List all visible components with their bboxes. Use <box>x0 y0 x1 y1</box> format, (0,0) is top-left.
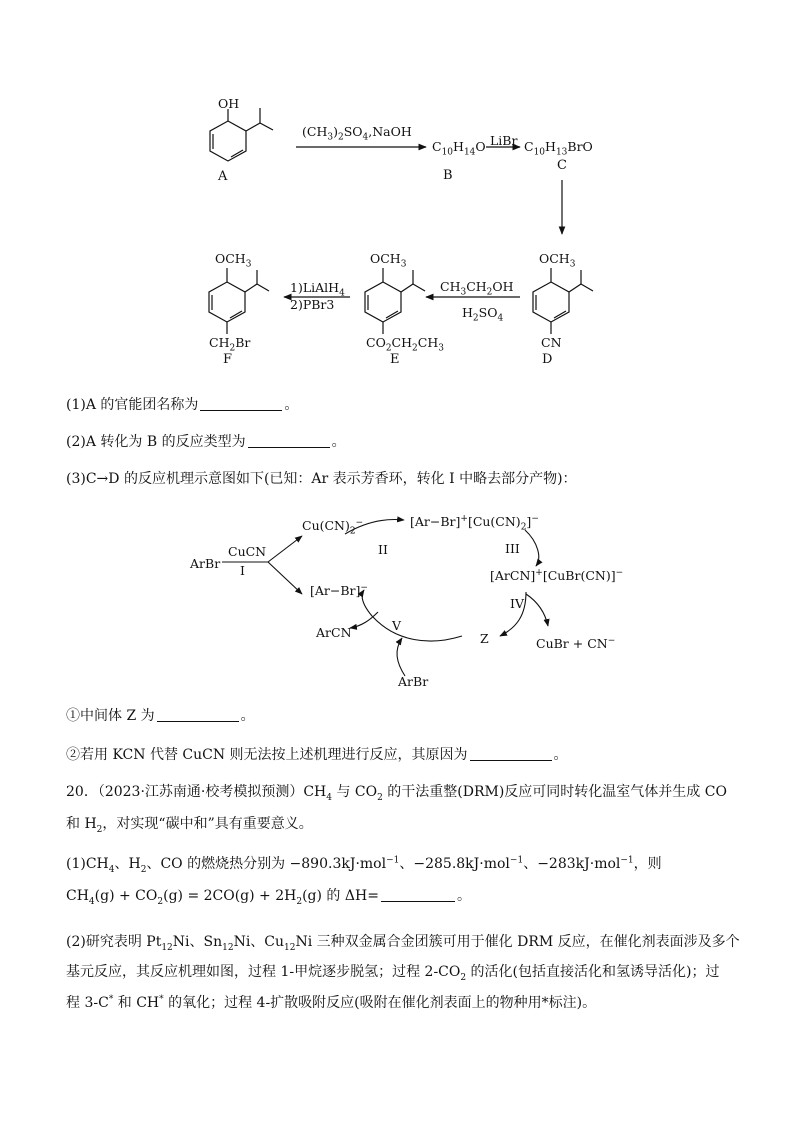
molecule-f-och3: $OCH_3$ <box>215 251 252 270</box>
mech-arcn-complex: [ArCN]+[CuBr(CN)]− <box>490 567 624 583</box>
question-3: (3)C→D 的反应机理示意图如下(已知：Ar 表示芳香环，转化 I 中略去部分产物)： <box>66 471 577 487</box>
question-2: (2)A 转化为 B 的反应类型为 。 <box>66 434 346 450</box>
molecule-b-formula: $C_{10}H_{14}O$ <box>432 139 486 158</box>
molecule-e-structure <box>365 268 425 334</box>
molecule-d-label: D <box>542 352 553 367</box>
mech-arbr-start: ArBr <box>190 556 221 571</box>
arc-step-iii <box>525 530 539 566</box>
problem-20-line-2: 和 $H_2$，对实现“碳中和”具有重要意义。 <box>66 816 313 835</box>
molecule-d-och3: $OCH_3$ <box>539 251 576 270</box>
arc-branch-arcn <box>350 612 378 628</box>
problem-20-part-2-line-2: 基元反应，其反应机理如图，过程 1-甲烷逐步脱氢；过程 $2-CO_2$ 的活化(包括直接活化和氢诱导活化)；过 <box>66 964 720 983</box>
question-3a: ①中间体 Z 为 。 <box>66 708 255 724</box>
mech-step-1: I <box>240 563 245 578</box>
mechanism-diagram <box>0 490 800 690</box>
reagent-d-to-e-top: $CH_3CH_2OH$ <box>440 279 514 298</box>
mech-ar-br-complex: $[Ar-Br]^+[Cu(CN)_2]^-$ <box>410 513 539 533</box>
molecule-e-label: E <box>390 352 400 367</box>
mech-arcn: ArCN <box>316 625 352 640</box>
molecule-c-formula: $C_{10}H_{13}BrO$ <box>524 139 593 158</box>
question-3b: ②若用 KCN 代替 CuCN 则无法按上述机理进行反应，其原因为 。 <box>66 747 568 763</box>
mech-ar-br-radical: [Ar−Br]− <box>310 582 368 598</box>
reagent-e-to-f-top: 1)LiAlH$_4$ <box>290 280 345 299</box>
molecule-a-label: A <box>218 169 228 184</box>
arc-branch-arbr <box>397 638 405 676</box>
molecule-b-label: B <box>443 168 453 183</box>
reagent-d-to-e-bottom: $H_2SO_4$ <box>462 305 504 324</box>
molecule-a-structure <box>210 108 273 161</box>
molecule-d-structure <box>533 268 593 334</box>
problem-20-part-2-line-3: 程 3-C* 和 CH* 的氧化；过程 4-扩散吸附反应(吸附在催化剂表面上的物种用*标注)。 <box>66 994 597 1011</box>
mech-cu-cn2: $Cu(CN)_2^-$ <box>302 517 364 537</box>
molecule-f-structure <box>209 268 269 334</box>
mech-cucn: CuCN <box>228 544 267 559</box>
answer-blank-3a[interactable] <box>157 707 239 722</box>
problem-20-line-1: 20．（2023·江苏南通·校考模拟预测）$CH_4$ 与 $CO_2$ 的干法重整(DRM)反应可同时转化温室气体并生成 CO <box>66 784 727 803</box>
answer-blank-dh[interactable] <box>381 887 455 902</box>
molecule-e-och3: $OCH_3$ <box>370 251 407 270</box>
problem-20-part-1-equation: $CH_4(g) + CO_2(g) = 2CO(g) + 2H_2(g)$ 的 ΔH= 。 <box>66 888 471 907</box>
mech-step-5: V <box>392 618 402 633</box>
molecule-f-label: F <box>223 352 233 367</box>
answer-blank-3b[interactable] <box>470 746 552 761</box>
arc-branch-cubr <box>526 594 548 626</box>
molecule-f-ch2br: $CH_2Br$ <box>209 335 251 354</box>
question-1: (1)A 的官能团名称为 。 <box>66 397 299 413</box>
synthesis-scheme <box>0 0 800 380</box>
molecule-c-label: C <box>557 158 567 173</box>
molecule-d-cn: CN <box>541 335 562 350</box>
reagent-a-to-b: $(CH_3)_2SO_4,NaOH$ <box>302 124 412 143</box>
mech-step-2: II <box>378 542 388 557</box>
mech-arbr-bottom: ArBr <box>398 674 429 689</box>
mech-z: Z <box>480 631 489 646</box>
molecule-a-oh: OH <box>218 96 240 111</box>
answer-blank-2[interactable] <box>248 433 330 448</box>
answer-blank-1[interactable] <box>200 396 282 411</box>
mech-step-4: IV <box>510 596 524 611</box>
arc-step-v <box>362 590 462 641</box>
reagent-e-to-f-bottom: 2)PBr3 <box>290 297 335 312</box>
reagent-b-to-c: LiBr <box>490 133 518 148</box>
molecule-e-ester: $CO_2CH_2CH_3$ <box>366 335 444 354</box>
problem-20-part-2-line-1: (2)研究表明 $Pt_{12}Ni$、$Sn_{12}Ni$、$Cu_{12}Ni$ 三种双金属合金团簇可用于催化 DRM 反应，在催化剂表面涉及多个 <box>66 934 740 953</box>
mech-step-3: III <box>505 541 520 556</box>
problem-20-part-1: $(1)CH_4$、$H_2$、CO 的燃烧热分别为 −890.3kJ·mol$^{-1}$、−285.8kJ·mol$^{-1}$、−283kJ·mol$^{-1}$，则 <box>66 855 662 875</box>
mech-cubr: CuBr + CN− <box>536 635 616 651</box>
